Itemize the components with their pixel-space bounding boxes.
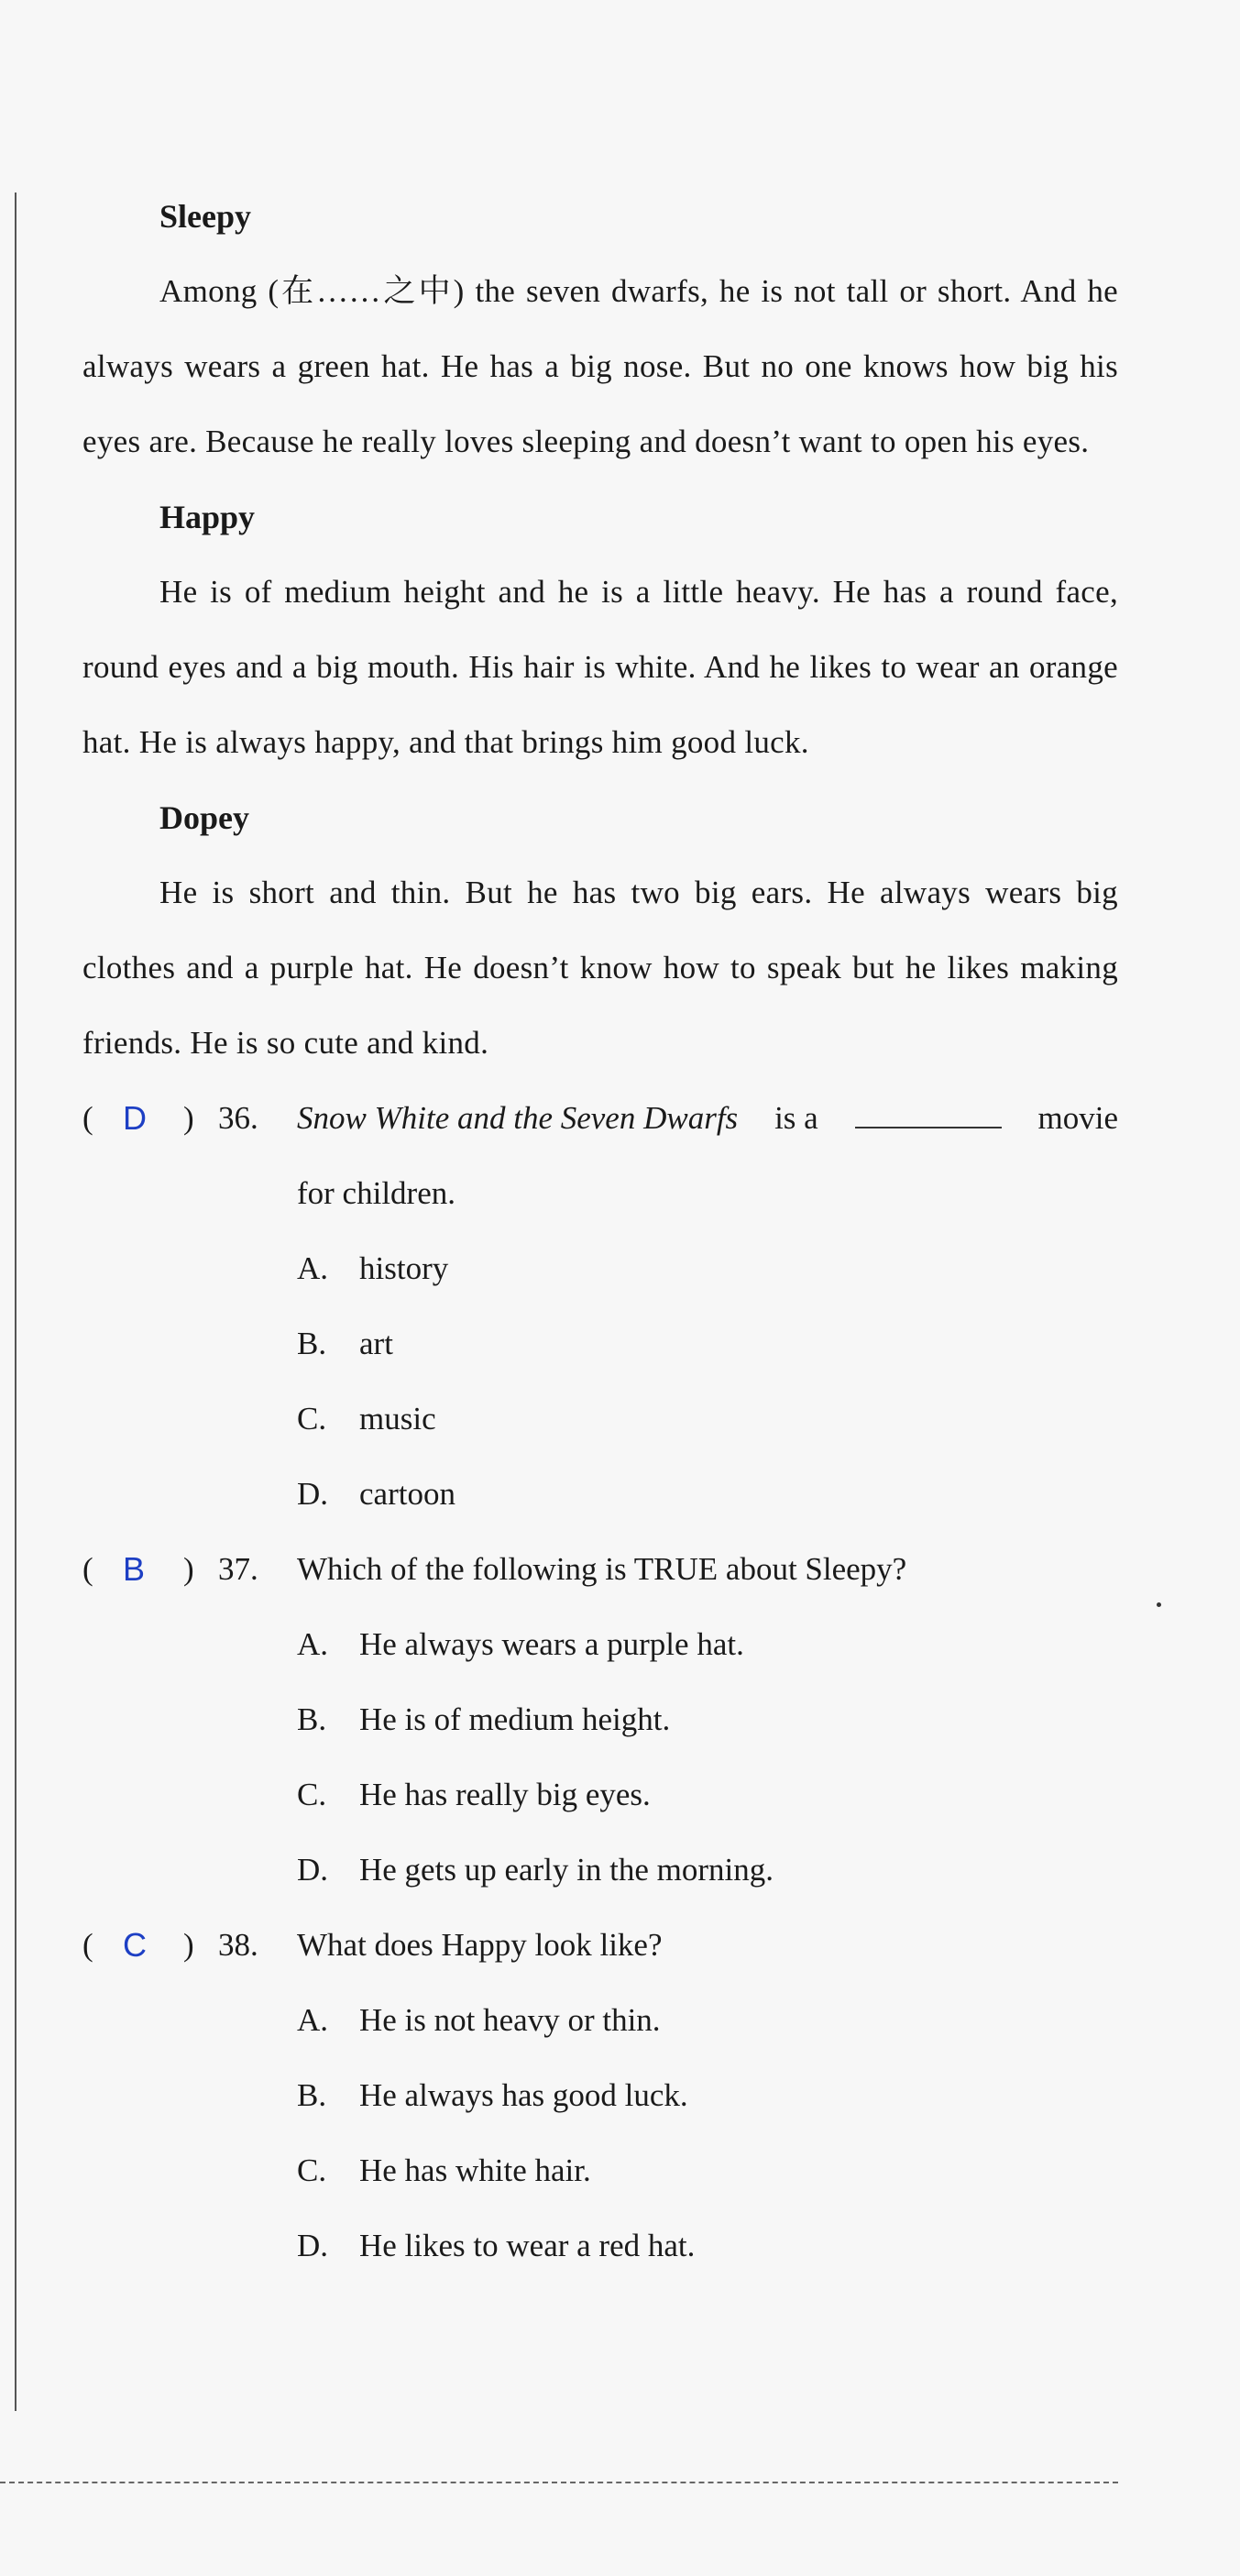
answer-mark: C [123,1926,147,1964]
option-list [82,1231,1118,1532]
passage-dopey [82,780,1118,1081]
question-stem [82,1908,1118,1983]
option-letter: D. [297,2228,329,2263]
passage-sleepy [82,179,1118,479]
option-letter: B. [297,1326,327,1361]
option-c [82,1382,1118,1457]
option-letter: A. [297,1626,329,1662]
option-text: music [359,1401,436,1437]
option-list [82,1607,1118,1908]
option-d [82,1833,1118,1908]
option-c [82,2133,1118,2208]
option-letter: B. [297,2077,327,2113]
option-text: He is not heavy or thin. [359,2002,661,2038]
option-b [82,2058,1118,2133]
option-text: He always has good luck. [359,2077,688,2113]
passage-text: Among (在……之中) the seven dwarfs, he is not tall or short. And he always wears a green hat. He has a big nose. But no one knows how big his eyes are. Because he really loves sleeping and doesn’t want to open his eyes. [82,273,1118,459]
stem-before-blank: is a [774,1100,818,1136]
answer-bracket-close: ) [183,1551,194,1587]
passage-happy [82,479,1118,780]
option-a [82,1607,1118,1682]
print-speck [1157,1602,1161,1607]
option-list [82,1983,1118,2284]
passage-heading: Dopey [159,799,249,836]
option-text: He always wears a purple hat. [359,1626,744,1662]
option-b [82,1306,1118,1382]
option-letter: D. [297,1476,329,1512]
stem-after-blank: movie [1037,1100,1118,1136]
question-stem [82,1532,1118,1607]
option-text: He gets up early in the morning. [359,1852,774,1888]
question-text [297,1081,1118,1231]
option-text: He has white hair. [359,2152,591,2188]
option-c [82,1757,1118,1833]
answer-mark: B [123,1550,146,1588]
option-letter: B. [297,1701,327,1737]
answer-bracket-open: ( [82,1100,93,1136]
answer-bracket-close: ) [183,1100,194,1136]
option-letter: A. [297,2002,329,2038]
option-a [82,1231,1118,1306]
option-text: He is of medium height. [359,1701,671,1737]
answer-blank [855,1103,1002,1128]
question-number: 36. [218,1100,258,1136]
option-letter: C. [297,2152,327,2188]
left-margin-rule [15,193,16,2411]
question-number: 37. [218,1551,258,1587]
bottom-dashed-rule [0,2482,1118,2483]
stem-line-2: for children. [297,1175,455,1211]
question-38 [82,1908,1118,2284]
passage-heading: Happy [159,499,256,535]
passage-text: He is of medium height and he is a little heavy. He has a round face, round eyes and a big mouth. His hair is white. And he likes to wear an orange hat. He is always happy, and that brings him good luck. [82,574,1118,760]
option-b [82,1682,1118,1757]
option-text: He has really big eyes. [359,1777,651,1812]
answer-bracket-close: ) [183,1927,194,1963]
question-36 [82,1081,1118,1532]
option-text: history [359,1250,449,1286]
option-letter: C. [297,1401,327,1437]
movie-title: Snow White and the Seven Dwarfs [297,1100,739,1136]
reading-page [82,179,1118,2284]
passage-heading: Sleepy [159,198,252,235]
option-a [82,1983,1118,2058]
answer-mark: D [123,1099,147,1137]
option-d [82,1457,1118,1532]
question-stem [82,1081,1118,1231]
answer-bracket-open: ( [82,1927,93,1963]
option-letter: A. [297,1250,329,1286]
option-letter: C. [297,1777,327,1812]
option-d [82,2208,1118,2284]
answer-bracket-open: ( [82,1551,93,1587]
question-text: Which of the following is TRUE about Sleepy? [297,1551,907,1587]
passage-text: He is short and thin. But he has two big ears. He always wears big clothes and a purple hat. He doesn’t know how to speak but he likes making friends. He is so cute and kind. [82,875,1118,1061]
question-number: 38. [218,1927,258,1963]
question-37 [82,1532,1118,1908]
question-text: What does Happy look like? [297,1927,663,1963]
option-letter: D. [297,1852,329,1888]
option-text: art [359,1326,393,1361]
option-text: cartoon [359,1476,455,1512]
option-text: He likes to wear a red hat. [359,2228,696,2263]
